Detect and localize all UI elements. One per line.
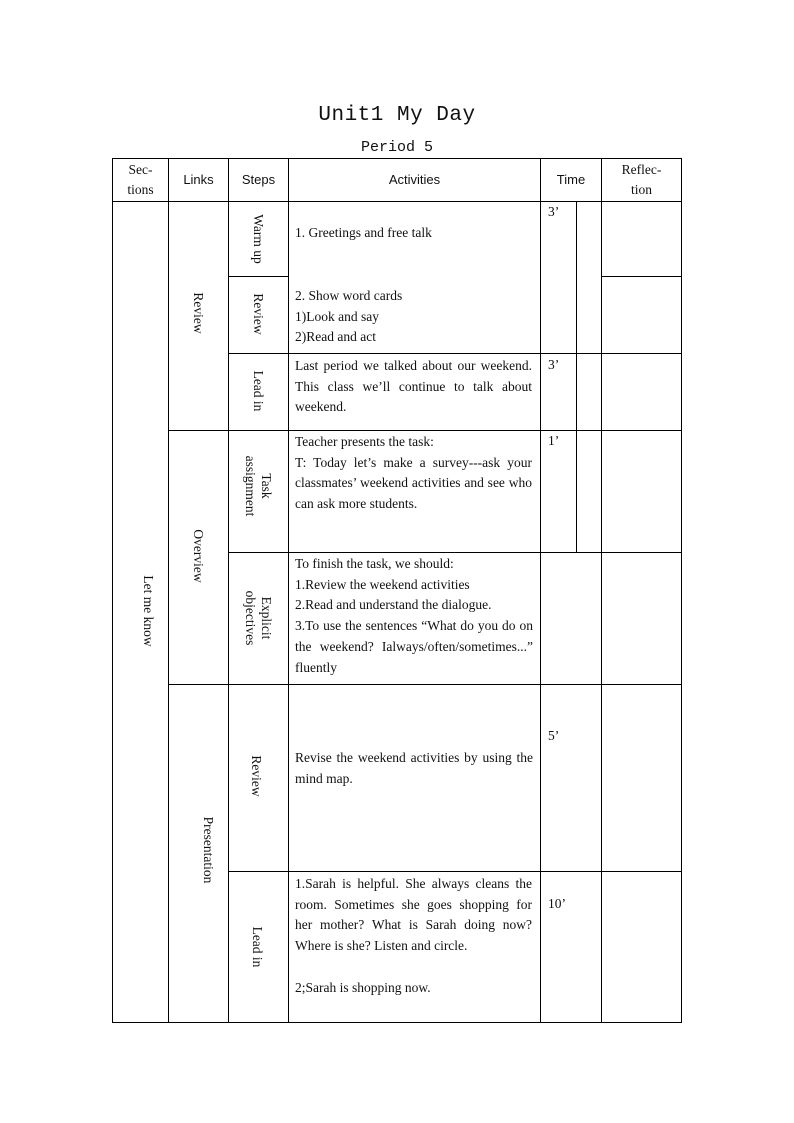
page-title: Unit1 My Day — [318, 104, 476, 127]
col-line — [168, 158, 169, 1023]
header-activities: Activities — [388, 172, 441, 187]
header-sections: Sec- tions — [127, 162, 154, 197]
time-warm-up: 3’ — [548, 204, 560, 219]
row-divider — [601, 276, 682, 277]
activity-review — [295, 286, 533, 348]
link-presentation: Presentation — [201, 816, 216, 884]
row-divider — [228, 552, 682, 553]
activity-warm-up — [295, 223, 533, 244]
col-line — [601, 158, 602, 1023]
activity-line: T: Today let’s make a survey---ask your classmates’ weekend activities and see who can ask more students. — [295, 454, 532, 512]
activity-line: 1.Sarah is helpful. She always cleans the room. Sometimes she goes shopping for her mother? What is Sarah doing now? Where is she? Listen and circle. — [295, 876, 532, 954]
row-divider — [228, 276, 289, 277]
step-warm-up: Warm up — [251, 214, 266, 264]
table-border-right — [681, 158, 682, 1023]
section-label: Let me know — [141, 575, 156, 647]
row-divider — [228, 871, 682, 872]
activity-explicit-objectives — [295, 554, 533, 678]
activity-task-assignment — [295, 432, 532, 515]
activity-line: Teacher presents the task: — [295, 434, 434, 449]
activity-line: Last period we talked about our weekend. This class we’ll continue to talk about weekend. — [295, 358, 532, 415]
page-subtitle: Period 5 — [360, 139, 433, 156]
col-line — [228, 158, 229, 1023]
activity-line: 1. Greetings and free talk — [295, 225, 432, 240]
activity-line: Revise the weekend activities by using the mind map. — [295, 750, 533, 786]
step-task-assignment: Task assignment — [243, 455, 274, 517]
header-links: Links — [183, 172, 214, 187]
time-task-assignment: 1’ — [548, 433, 560, 448]
activity-line: 2. Show word cards — [295, 288, 403, 303]
activity-line: To finish the task, we should: — [295, 556, 454, 571]
activity-line: 1)Look and say — [295, 308, 379, 324]
activity-lead-in — [295, 356, 532, 418]
row-divider — [168, 684, 682, 685]
row-divider — [228, 353, 682, 354]
header-time: Time — [556, 172, 586, 187]
activity-line: 3.To use the sentences “What do you do on the weekend? Ialways/often/sometimes...” fluently — [295, 618, 533, 675]
step-lead-in: Lead in — [251, 370, 266, 412]
header-reflection: Reflec- tion — [621, 162, 662, 197]
table-border-bottom — [112, 1022, 682, 1023]
col-line — [540, 158, 541, 1023]
time-review-2: 5’ — [548, 728, 560, 743]
activity-line: 2;Sarah is shopping now. — [295, 979, 431, 995]
step-lead-in-2: Lead in — [250, 926, 265, 968]
activity-review-2 — [295, 748, 533, 789]
activity-lead-in-2 — [295, 874, 532, 999]
step-explicit-objectives: Explicit objectives — [243, 590, 274, 646]
header-divider — [112, 201, 682, 202]
activity-line: 2)Read and act — [295, 329, 376, 345]
link-review: Review — [191, 292, 206, 334]
link-overview: Overview — [191, 529, 206, 583]
header-steps: Steps — [241, 172, 276, 187]
time-subdivider — [576, 201, 577, 553]
time-lead-in-2: 10’ — [548, 896, 566, 911]
step-review-2: Review — [249, 755, 264, 797]
step-review: Review — [251, 293, 266, 335]
row-divider — [168, 430, 682, 431]
table-border-left — [112, 158, 113, 1023]
activity-line: 1.Review the weekend activities — [295, 576, 470, 592]
activity-line: 2.Read and understand the dialogue. — [295, 597, 492, 613]
time-lead-in: 3’ — [548, 357, 560, 372]
col-line — [288, 158, 289, 1023]
